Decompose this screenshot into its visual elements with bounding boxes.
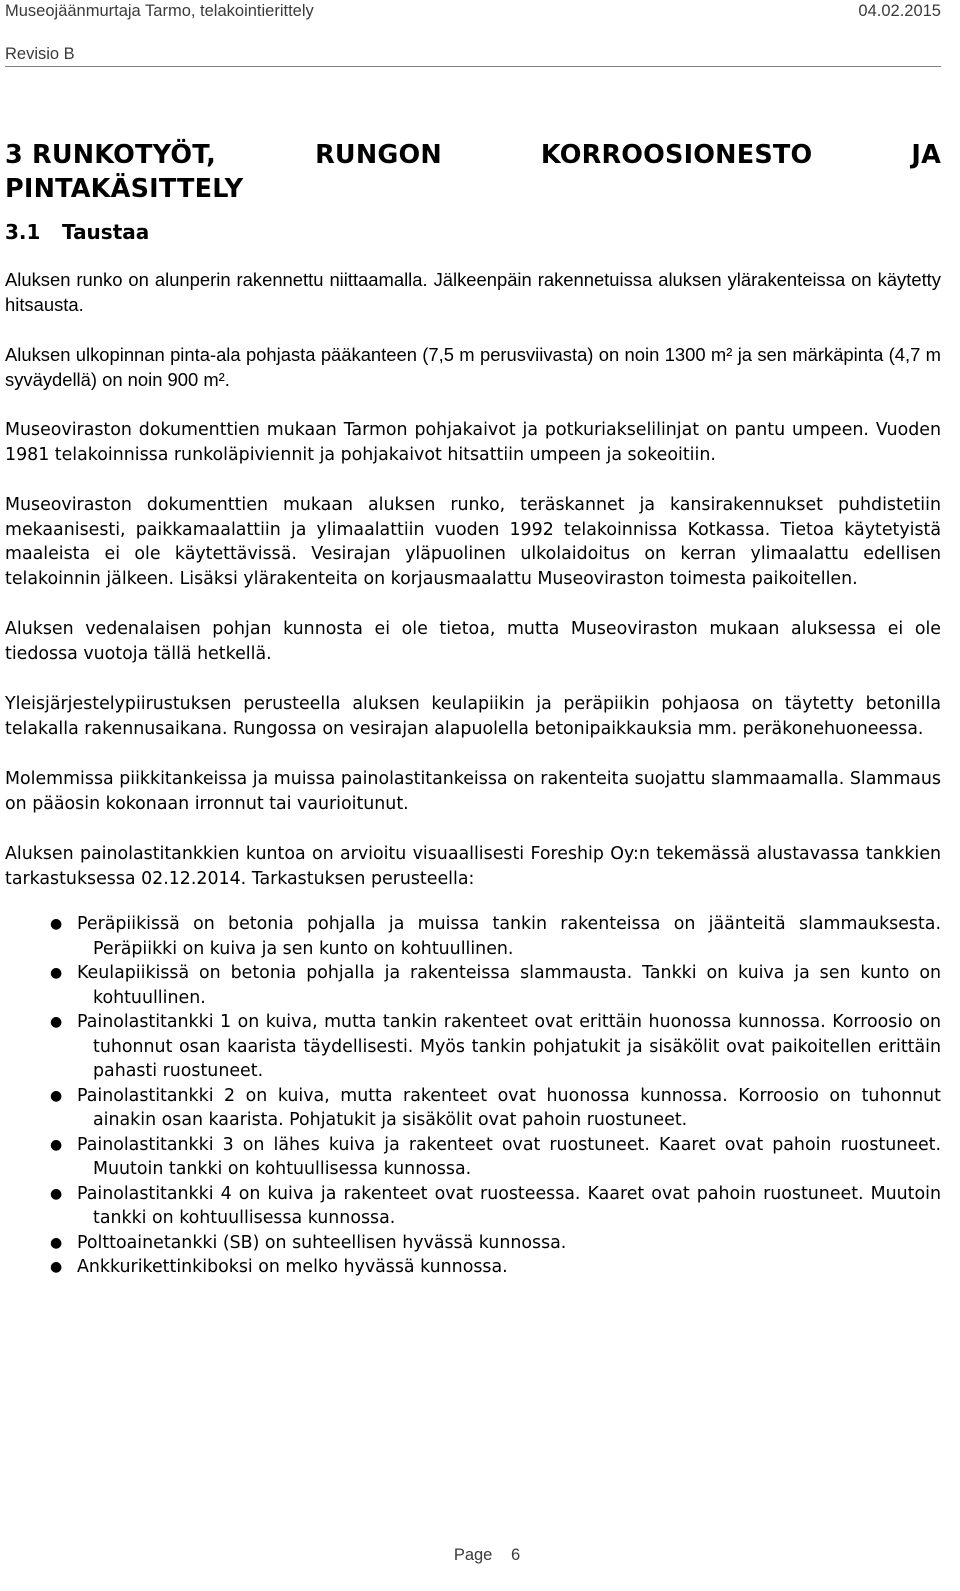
- section-number: 3.1: [5, 220, 41, 244]
- list-item-text: Painolastitankki 2 on kuiva, mutta rakenteet ovat huonossa kunnossa. Korroosio on tuhonnut ainakin osan kaarista. Pohjatukit ja sisäkölit ovat pahoin ruostuneet.: [77, 1085, 941, 1130]
- list-item-text: Peräpiikissä on betonia pohjalla ja muissa tankin rakenteissa on jäänteitä slammauksesta. Peräpiikki on kuiva ja sen kunto on kohtuullinen.: [77, 914, 941, 959]
- paragraph: Aluksen ulkopinnan pinta-ala pohjasta pääkanteen (7,5 m perusviivasta) on noin 1300 m² ja sen märkäpinta (4,7 m syväydellä) on noin 900 m².: [5, 344, 941, 390]
- chapter-heading-word: KORROOSIONESTO: [540, 140, 813, 170]
- bullet-icon: ●: [50, 1259, 63, 1275]
- paragraph: Aluksen painolastitankkien kuntoa on arvioitu visuaallisesti Foreship Oy:n tekemässä alustavassa tankkien tarkastuksessa 02.12.2014. Tarkastuksen perusteella:: [5, 844, 941, 889]
- bullet-icon: ●: [50, 916, 63, 932]
- bullet-icon: ●: [50, 1185, 63, 1202]
- chapter-heading-line-1: [5, 138, 941, 172]
- list-item-text: Painolastitankki 3 on lähes kuiva ja rakenteet ovat ruostuneet. Kaaret ovat pahoin ruostuneet. Muutoin tankki on kohtuullisessa kunnossa.: [77, 1134, 941, 1179]
- paragraph: Aluksen runko on alunperin rakennettu niittaamalla. Jälkeenpäin rakennetuissa aluksen ylärakenteissa on käytetty hitsausta.: [5, 269, 941, 315]
- page-label: Page: [453, 1546, 493, 1564]
- page-content: [5, 138, 941, 1280]
- list-item: [5, 961, 941, 1010]
- paragraph: Molemmissa piikkitankeissa ja muissa painolastitankeissa on rakenteita suojattu slammaamalla. Slammaus on pääosin kokonaan irronnut tai vaurioitunut.: [5, 769, 941, 814]
- bullet-icon: ●: [50, 965, 63, 981]
- list-item-text: Painolastitankki 4 on kuiva ja rakenteet ovat ruosteessa. Kaaret ovat pahoin ruostuneet. Muutoin tankki on kohtuullisessa kunnossa.: [77, 1183, 941, 1228]
- paragraph: Museoviraston dokumenttien mukaan Tarmon pohjakaivot ja potkuriakselilinjat on pantu umpeen. Vuoden 1981 telakoinnissa runkoläpiviennit ja pohjakaivot hitsattiin umpeen ja sokeoitiin.: [5, 420, 941, 465]
- page-footer: [0, 1546, 960, 1565]
- chapter-heading-word: JA: [911, 140, 941, 170]
- section-heading: [5, 217, 941, 247]
- chapter-heading-word: RUNGON: [315, 140, 442, 170]
- page-header: [5, 0, 941, 67]
- bullet-icon: ●: [50, 1087, 63, 1104]
- list-item: [5, 1084, 941, 1133]
- list-item: [5, 1231, 941, 1256]
- document-title: Museojäänmurtaja Tarmo, telakointierittely: [5, 2, 314, 20]
- list-item: [5, 1182, 941, 1231]
- inspection-findings-list: [5, 912, 941, 1280]
- section-title: Taustaa: [62, 220, 150, 244]
- bullet-icon: ●: [50, 1136, 63, 1153]
- list-item-text: Polttoainetankki (SB) on suhteellisen hyvässä kunnossa.: [77, 1232, 567, 1253]
- list-item: [5, 912, 941, 961]
- list-item-text: Keulapiikissä on betonia pohjalla ja rakenteissa slammausta. Tankki on kuiva ja sen kunto on kohtuullinen.: [77, 963, 941, 1008]
- paragraph: Aluksen vedenalaisen pohjan kunnosta ei ole tietoa, mutta Museoviraston mukaan aluksessa ei ole tiedossa vuotoja tällä hetkellä.: [5, 619, 941, 664]
- list-item: [5, 1133, 941, 1182]
- chapter-heading: [5, 138, 941, 206]
- list-item: [5, 1255, 941, 1280]
- document-date: 04.02.2015: [858, 2, 941, 20]
- list-item: [5, 1010, 941, 1084]
- chapter-heading-word: 3 RUNKOTYÖT,: [5, 140, 217, 170]
- paragraph: Yleisjärjestelypiirustuksen perusteella aluksen keulapiikin ja peräpiikin pohjaosa on täytetty betonilla telakalla rakennusaikana. Rungossa on vesirajan alapuolella betonipaikkauksia mm. peräkonehuoneessa.: [5, 694, 941, 739]
- revision-label: Revisio B: [5, 45, 75, 63]
- bullet-icon: ●: [50, 1234, 63, 1251]
- header-revision-row: [5, 41, 941, 67]
- list-item-text: Painolastitankki 1 on kuiva, mutta tankin rakenteet ovat erittäin huonossa kunnossa. Korroosio on tuhonnut osan kaarista täydellisesti. Myös tankin pohjatukit ja sisäkölit ovat paikoitellen erittäin pahasti ruostuneet.: [77, 1012, 941, 1081]
- chapter-heading-line-2: PINTAKÄSITTELY: [5, 174, 244, 204]
- page-number: 6: [510, 1546, 521, 1564]
- list-item-text: Ankkurikettinkiboksi on melko hyvässä kunnossa.: [77, 1257, 508, 1277]
- bullet-icon: ●: [50, 1014, 63, 1030]
- paragraph: Museoviraston dokumenttien mukaan aluksen runko, teräskannet ja kansirakennukset puhdistetiin mekaanisesti, paikkamaalattiin ja ylimaalattiin vuoden 1992 telakoinnissa Kotkassa. Tietoa käytetyistä maaleista ei ole käytettävissä. Vesirajan yläpuolinen ulkolaidoitus on kerran ylimaalattu edellisen telakoinnin jälkeen. Lisäksi ylärakenteita on korjausmaalattu Museoviraston toimesta paikoitellen.: [5, 495, 941, 589]
- header-top-row: [5, 0, 941, 23]
